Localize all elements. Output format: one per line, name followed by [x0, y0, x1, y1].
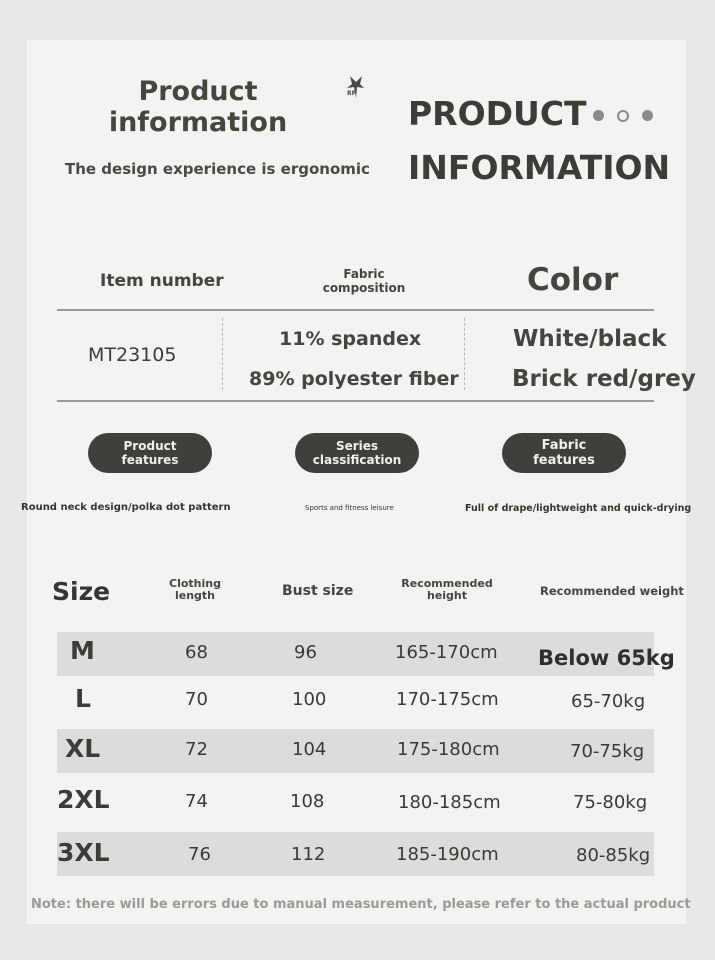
height-header-line-2: height — [426, 589, 468, 602]
fabric-line-2: 89% polyester fiber — [249, 368, 459, 390]
table-row-height: 185-190cm — [396, 844, 499, 865]
table-row-length: 72 — [185, 739, 208, 760]
fabric-line-1: 11% spandex — [279, 328, 422, 350]
dot-1 — [593, 110, 604, 121]
height-header-line-1: Recommended — [401, 577, 493, 590]
length-header-line-2: length — [174, 589, 216, 602]
table-row-height: 165-170cm — [395, 642, 498, 663]
fabric-header-line-1: Fabric — [343, 267, 385, 281]
length-header-line-1: Clothing — [169, 577, 221, 590]
measurement-note: Note: there will be errors due to manual measurement, please refer to the actual product — [31, 897, 691, 912]
bust-header: Bust size — [282, 583, 354, 599]
subtitle: The design experience is ergonomic — [65, 160, 370, 178]
table-row-weight: 80-85kg — [576, 845, 651, 866]
height-header — [398, 578, 496, 602]
pill-2-line-2: classification — [312, 453, 402, 467]
weight-header: Recommended weight — [540, 584, 684, 598]
table-row-size: 3XL — [57, 838, 110, 867]
spec-divider-1 — [222, 318, 223, 390]
row-band-3 — [57, 729, 654, 773]
color-line-1: White/black — [513, 326, 667, 352]
table-row-weight: Below 65kg — [538, 646, 675, 670]
pill-1-line-2: features — [121, 453, 179, 467]
brand-logo — [344, 74, 368, 100]
table-row-bust: 96 — [294, 642, 317, 663]
row-band-5 — [57, 832, 654, 876]
big-title-line-2: INFORMATION — [408, 148, 671, 187]
item-number-value: MT23105 — [88, 344, 177, 366]
table-row-size: 2XL — [57, 785, 110, 814]
pill-3-line-1: Fabric — [541, 438, 587, 453]
table-row-length: 70 — [185, 689, 208, 710]
size-header: Size — [52, 577, 111, 606]
title-line-1: Product — [138, 76, 258, 107]
table-row-size: L — [75, 684, 91, 713]
table-row-weight: 65-70kg — [571, 691, 646, 712]
table-row-weight: 75-80kg — [573, 792, 648, 813]
logo-text: RP — [347, 90, 357, 97]
dot-3 — [642, 110, 653, 121]
feature-desc-1: Round neck design/polka dot pattern — [21, 502, 231, 513]
table-row-length: 74 — [185, 791, 208, 812]
pill-fabric-features — [502, 433, 626, 473]
pill-3-line-2: features — [533, 453, 595, 468]
table-row-height: 180-185cm — [398, 792, 501, 813]
table-row-size: M — [70, 636, 95, 665]
color-line-2: Brick red/grey — [512, 366, 696, 392]
title-line-2: information — [108, 107, 288, 138]
big-title-line-1: PRODUCT — [408, 94, 587, 133]
feature-desc-3: Full of drape/lightweight and quick-drying — [465, 503, 692, 514]
table-row-height: 170-175cm — [396, 689, 499, 710]
table-row-height: 175-180cm — [397, 739, 500, 760]
table-row-bust: 108 — [290, 791, 325, 812]
feature-desc-2: Sports and fitness leisure — [305, 504, 394, 512]
pill-series-classification — [295, 433, 419, 473]
pill-2-line-1: Series — [335, 439, 379, 453]
table-row-size: XL — [65, 734, 101, 763]
pill-1-line-1: Product — [123, 439, 177, 453]
spec-top-rule — [57, 309, 654, 311]
table-row-bust: 112 — [291, 844, 326, 865]
fabric-header-line-2: composition — [322, 281, 406, 295]
spec-divider-2 — [464, 318, 465, 390]
fabric-composition-header — [318, 267, 410, 295]
item-number-header: Item number — [100, 271, 224, 291]
length-header — [164, 578, 226, 602]
table-row-bust: 104 — [292, 739, 327, 760]
dot-2 — [617, 110, 629, 122]
table-row-bust: 100 — [292, 689, 327, 710]
page-title — [85, 76, 311, 138]
pill-product-features — [88, 433, 212, 473]
table-row-weight: 70-75kg — [570, 741, 645, 762]
table-row-length: 76 — [188, 844, 211, 865]
color-header: Color — [527, 262, 619, 298]
spec-bottom-rule — [57, 400, 654, 402]
table-row-length: 68 — [185, 642, 208, 663]
